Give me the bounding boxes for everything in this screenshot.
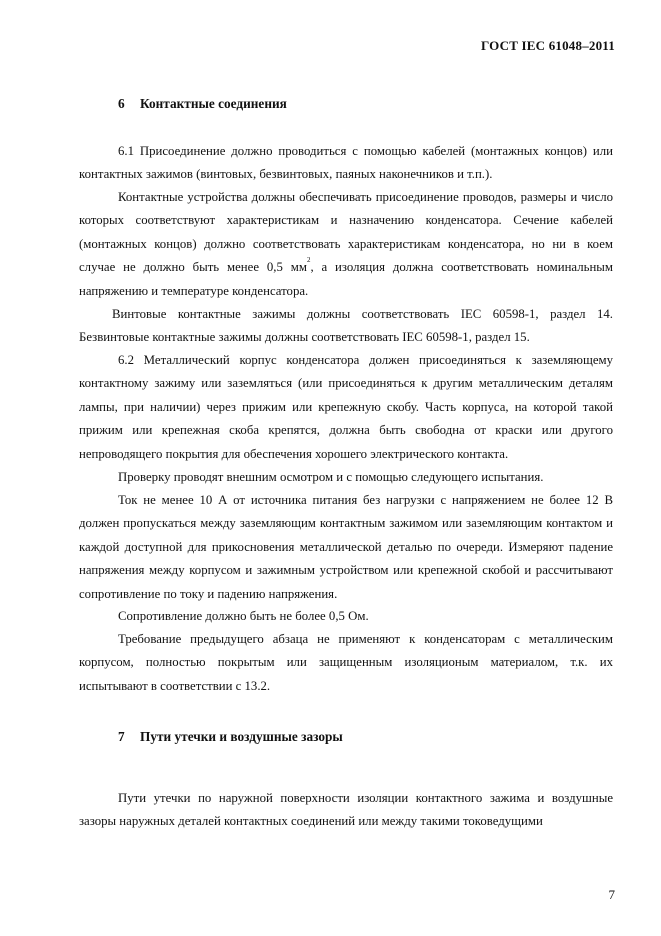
paragraph-inspection: Проверку проводят внешним осмотром и с помощью следующего испытания. (118, 470, 544, 484)
paragraph-screw-terminals: Винтовые контактные зажимы должны соответствовать IEC 60598-1, раздел 14. Безвинтовые контактные зажимы должны соответствовать IEC 60598-1, раздел 15. (79, 307, 613, 345)
paragraph-contact-devices-tail: , а изоляция должна соответствовать номинальным напряжению и температуре конденсатора. (79, 260, 613, 298)
paragraph-6-1: 6.1 Присоединение должно проводиться с помощью кабелей (монтажных концов) или контактных зажимов (винтовых, безвинтовых, паяных наконечников и т.п.). (79, 144, 613, 182)
document-code-header: ГОСТ IEC 61048–2011 (481, 38, 615, 53)
superscript-2: 2 (306, 256, 311, 265)
paragraph-current-test: Ток не менее 10 А от источника питания без нагрузки с напряжением не более 12 В должен пропускаться между заземляющим контактным зажимом или заземляющим контактом и каждой доступной для прикосновения металлической деталью по очереди. Измеряют падение напряжения между корпусом и зажимным устройством или крепежной скобой и рассчитывают сопротивление по току и падению напряжения. (79, 493, 613, 601)
section-6-number: 6 (118, 96, 125, 111)
paragraph-creepage: Пути утечки по наружной поверхности изоляции контактного зажима и воздушные зазоры наружных деталей контактных соединений или между такими токоведущими (79, 791, 613, 829)
section-7-title: Пути утечки и воздушные зазоры (140, 729, 343, 744)
paragraph-requirement: Требование предыдущего абзаца не применяют к конденсаторам с металлическим корпусом, полностью покрытым или защищенным изоляционым материалом, т.к. их испытывают в соответствии с 13.2. (79, 632, 613, 693)
section-6-title: Контактные соединения (140, 96, 287, 111)
section-7-heading (118, 729, 343, 745)
section-7-number: 7 (118, 729, 125, 744)
paragraph-6-2: 6.2 Металлический корпус конденсатора должен присоединяться к заземляющему контактному зажиму или заземляться (или присоединяться к другим металлическим деталям лампы, при наличии) через прижим или крепежную скобу. Часть корпуса, на которой такой прижим или крепежная скоба крепятся, должна быть свободна от краски или другого непроводящего покрытия для обеспечения хорошего электрического контакта. (79, 353, 613, 461)
paragraph-resistance: Сопротивление должно быть не более 0,5 Ом. (118, 609, 369, 623)
paragraph-contact-devices (79, 186, 613, 303)
section-6-heading (118, 96, 287, 112)
page-number: 7 (608, 887, 615, 902)
paragraph-contact-devices-text: Контактные устройства должны обеспечивать присоединение проводов, размеры и число которых соответствуют характеристикам и назначению конденсатора. Сечение кабелей (монтажных концов) должно соответствовать характеристикам конденсатора, но ни в коем случае не должно быть менее 0,5 мм (79, 190, 613, 275)
